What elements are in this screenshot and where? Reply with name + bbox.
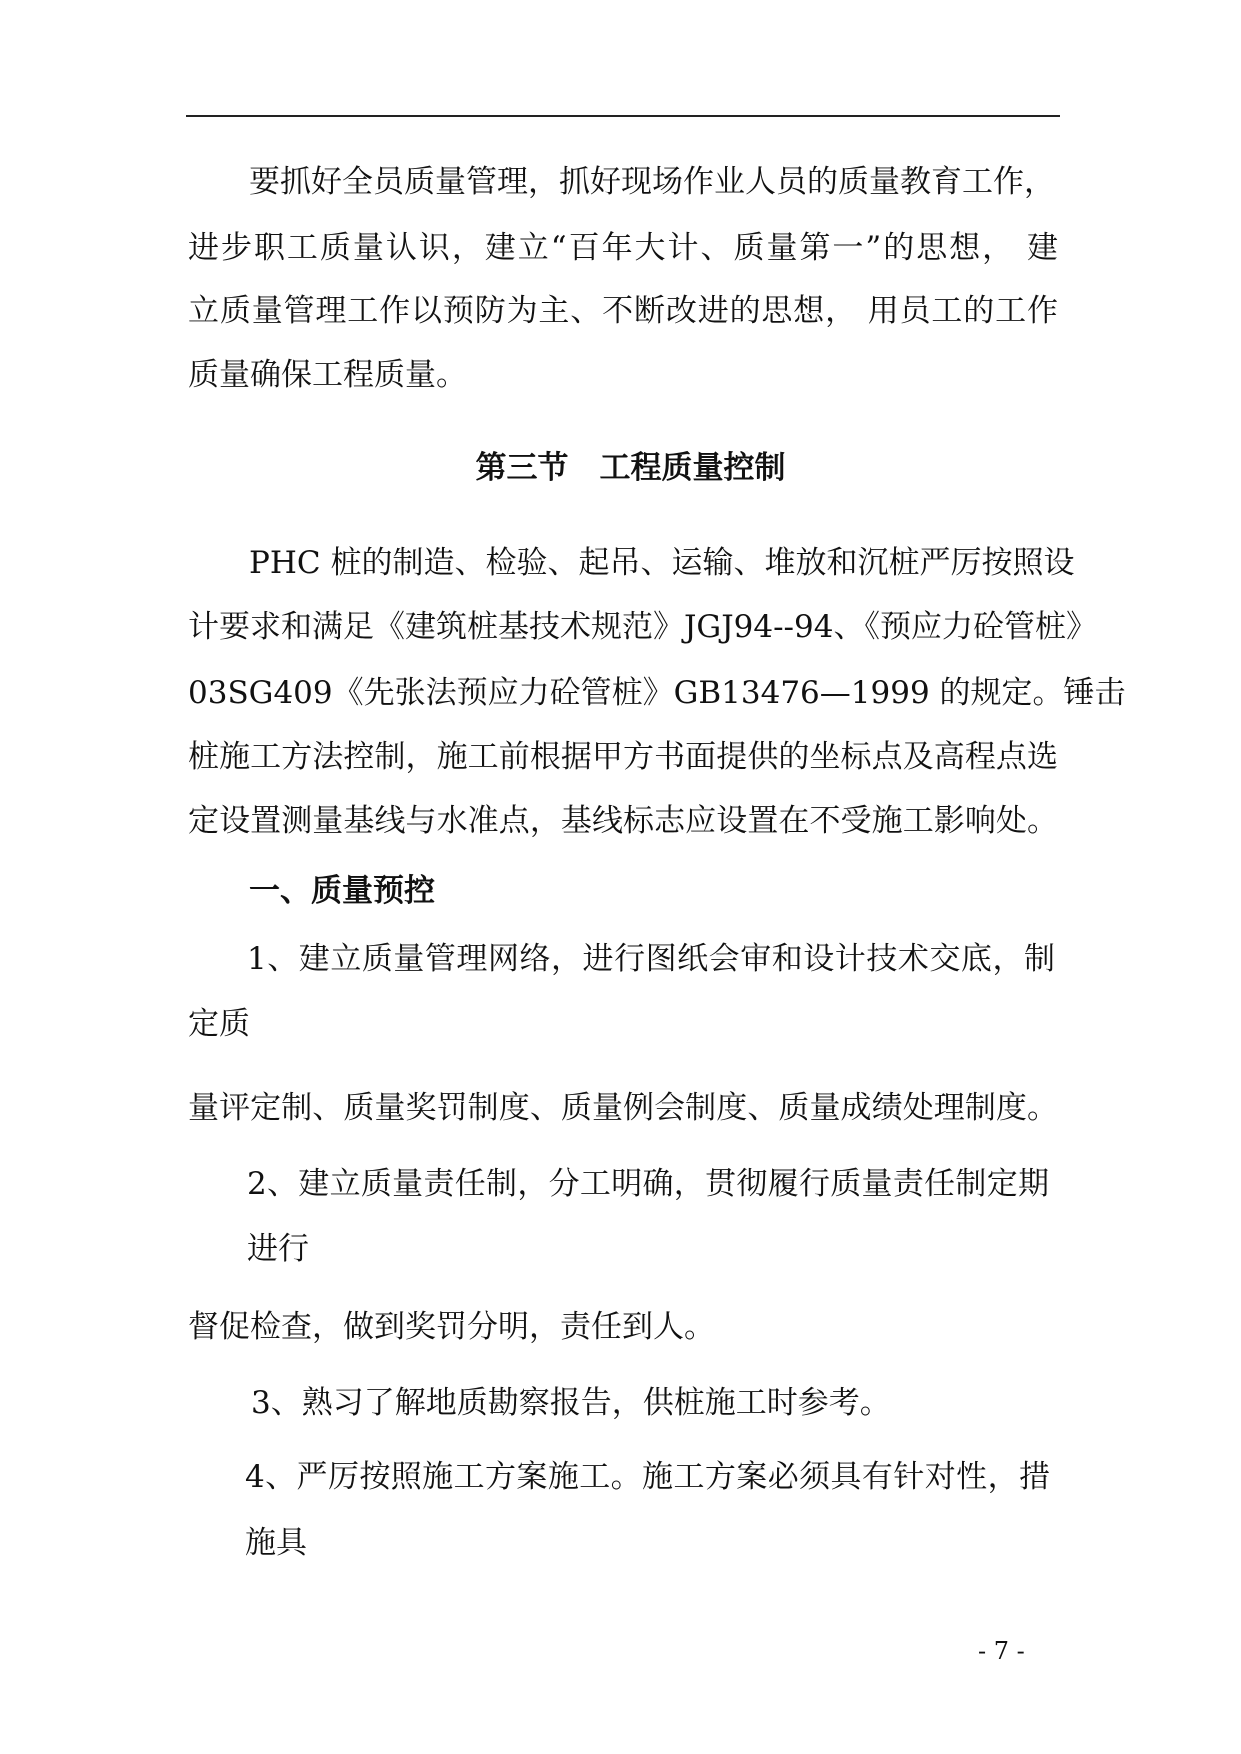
item-2-line-b: 进行: [247, 1231, 309, 1267]
subheading-quality-precontrol: 一、质量预控: [249, 873, 435, 909]
item-1-line-a: 1、建立质量管理网络，进行图纸会审和设计技术交底，制: [247, 941, 1055, 977]
item-1-line-c: 量评定制、质量奖罚制度、质量例会制度、质量成绩处理制度。: [188, 1090, 1058, 1126]
paragraph-1-line-3: 立质量管理工作以预防为主、不断改进的思想， 用员工的工作: [188, 293, 1058, 329]
item-2-line-a: 2、建立质量责任制，分工明确，贯彻履行质量责任制定期: [247, 1166, 1049, 1202]
section-title: 第三节 工程质量控制: [475, 450, 786, 486]
paragraph-1-line-1: 要抓好全员质量管理，抓好现场作业人员的质量教育工作，: [249, 164, 1055, 200]
item-3-line-a: 3、熟习了解地质勘察报告，供桩施工时参考。: [251, 1385, 891, 1421]
item-4-line-b: 施具: [245, 1525, 307, 1561]
header-rule: [186, 115, 1060, 117]
paragraph-1-line-2: 进步职工质量认识，建立“百年大计、质量第一”的思想， 建: [188, 230, 1058, 266]
paragraph-1-line-4: 质量确保工程质量。: [188, 357, 467, 393]
item-4-line-a: 4、严厉按照施工方案施工。施工方案必须具有针对性，措: [245, 1459, 1050, 1495]
paragraph-2-line-4: 桩施工方法控制，施工前根据甲方书面提供的坐标点及高程点选: [188, 739, 1058, 775]
item-2-line-c: 督促检查，做到奖罚分明，责任到人。: [188, 1309, 715, 1345]
paragraph-2-line-2: 计要求和满足《建筑桩基技术规范》JGJ94--94、《预应力砼管桩》: [188, 609, 1097, 645]
paragraph-2-line-3: 03SG409《先张法预应力砼管桩》GB13476—1999 的规定。锤击: [188, 675, 1126, 711]
page-number: - 7 -: [978, 1637, 1025, 1665]
paragraph-2-line-1: PHC 桩的制造、检验、起吊、运输、堆放和沉桩严厉按照设: [249, 545, 1075, 581]
paragraph-2-line-5: 定设置测量基线与水准点，基线标志应设置在不受施工影响处。: [188, 803, 1058, 839]
item-1-line-b: 定质: [188, 1006, 250, 1042]
